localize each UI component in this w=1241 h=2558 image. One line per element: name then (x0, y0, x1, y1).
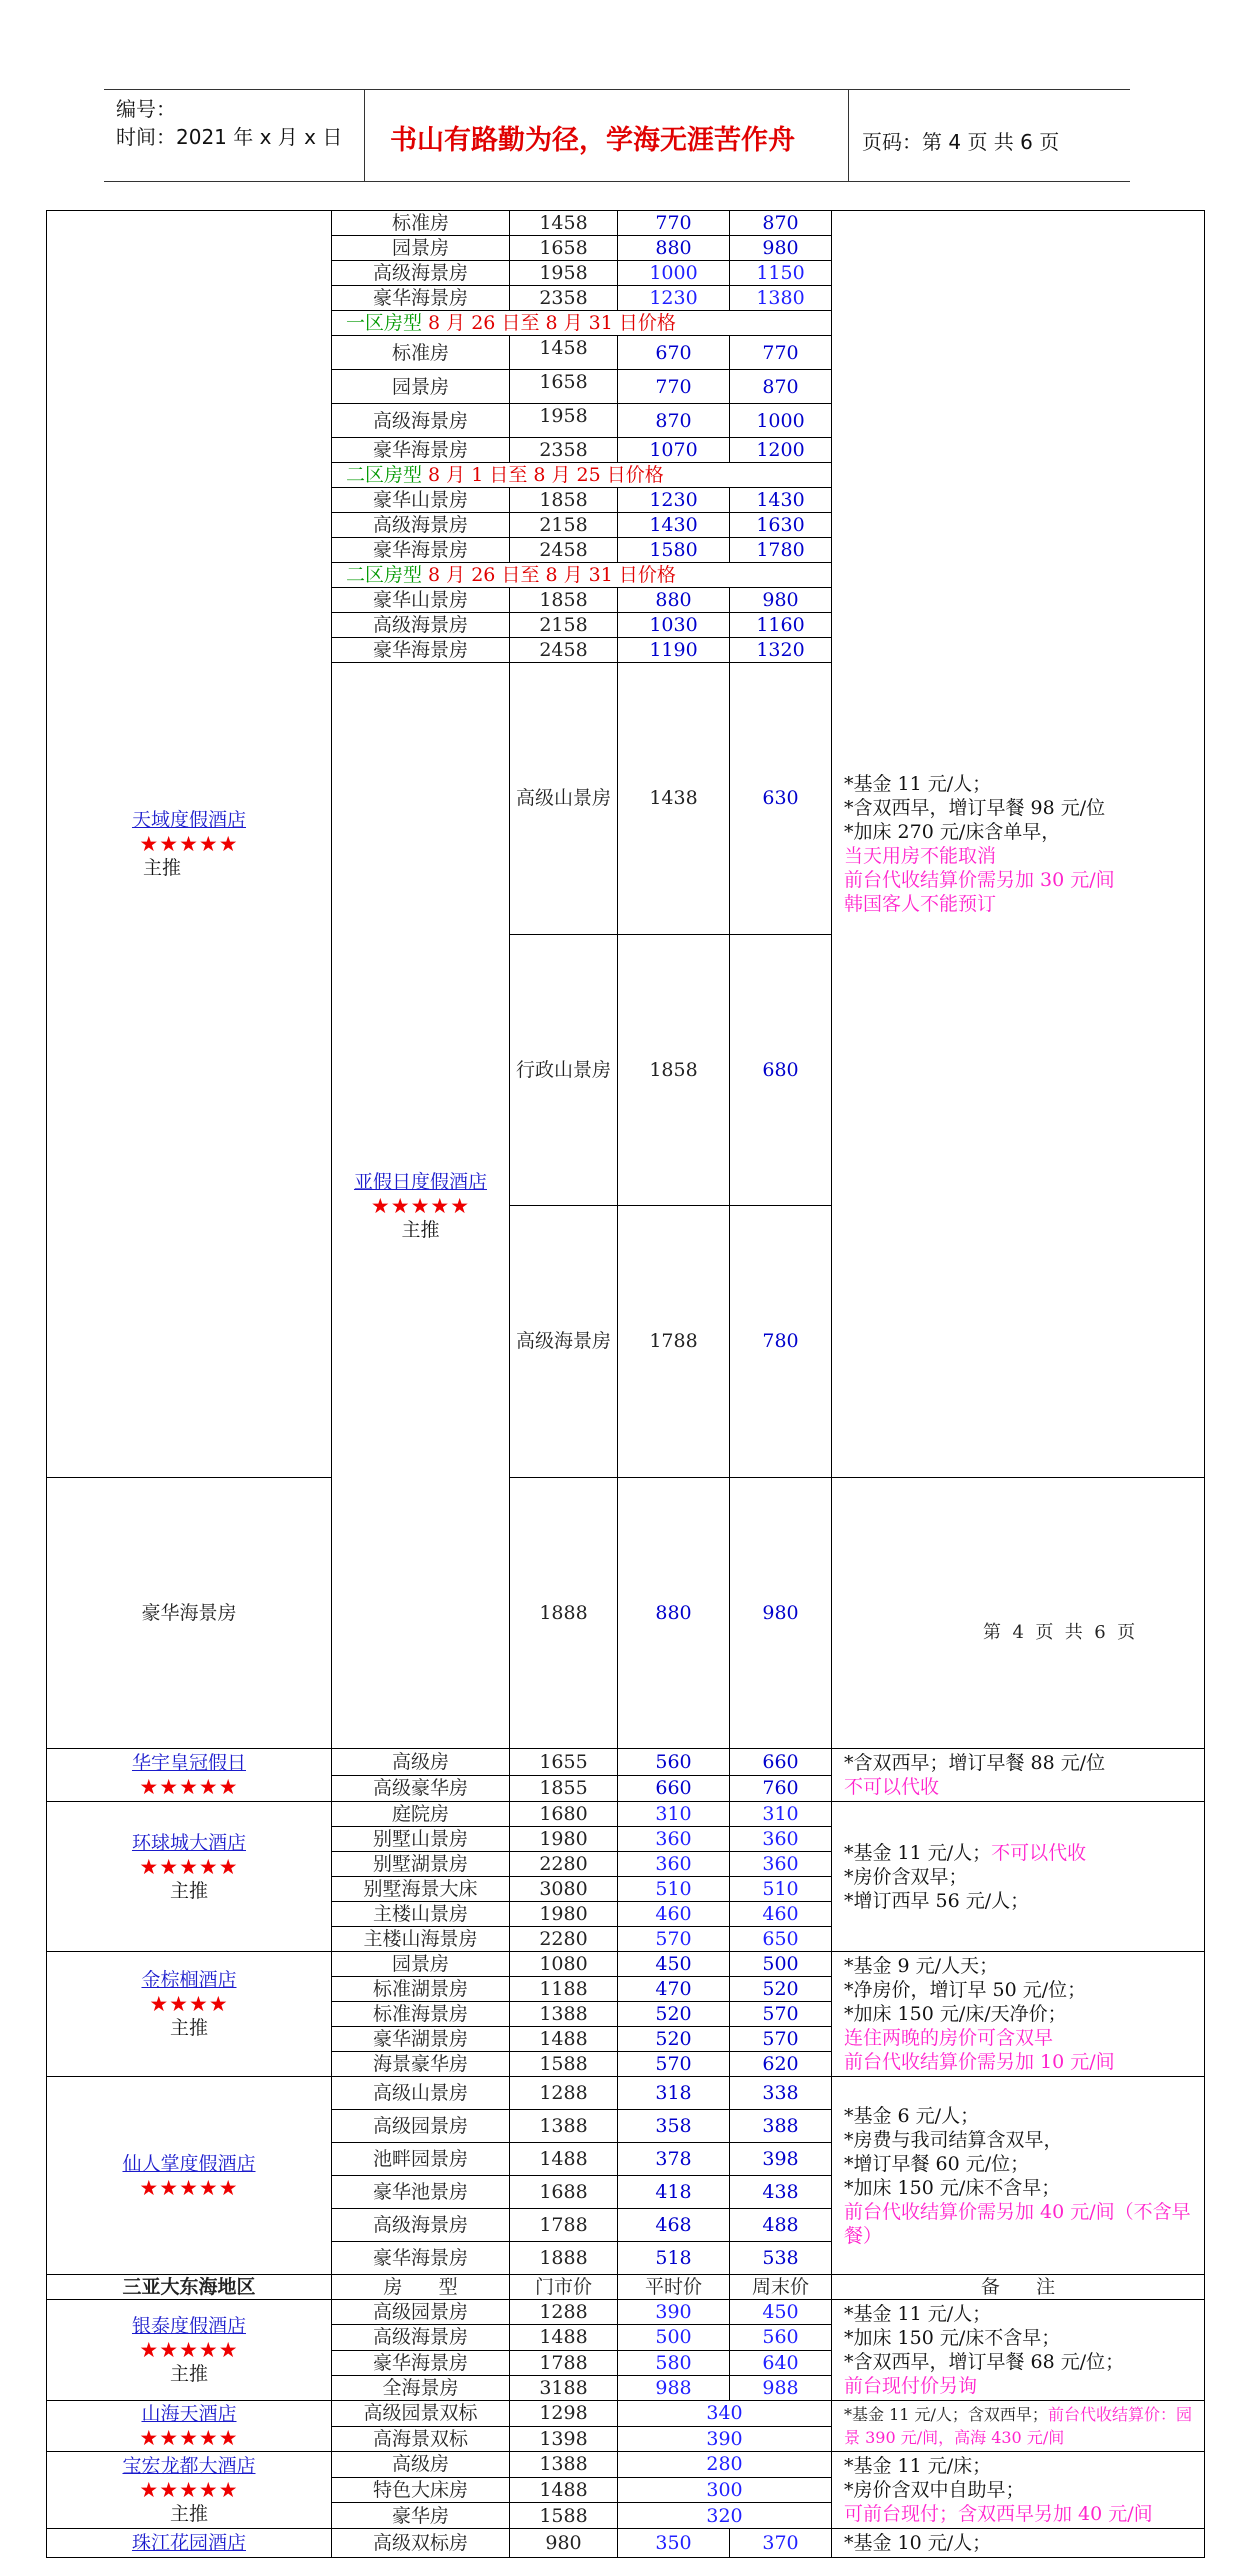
remark-highlight: 可前台现付；含双西早另加 40 元/间 (844, 2503, 1153, 2525)
hotel-cell (47, 1749, 332, 1802)
section-zone: 二区房型 (346, 564, 423, 586)
weekday-rate: 880 (618, 1477, 730, 1749)
hotel-cell (47, 2077, 332, 2275)
rack-rate: 1858 (510, 588, 618, 613)
remarks-cell (832, 1952, 1205, 2077)
rack-rate: 1858 (618, 934, 730, 1206)
rack-rate: 2458 (510, 538, 618, 563)
hotel-name-link[interactable]: 仙人掌度假酒店 (122, 2152, 256, 2175)
hotel-cell (332, 663, 510, 1749)
weekend-rate: 870 (730, 370, 832, 404)
rack-rate: 2358 (510, 286, 618, 311)
combined-rate: 280 (618, 2452, 832, 2478)
room-type: 池畔园景房 (332, 2143, 510, 2176)
weekend-rate: 450 (730, 2300, 832, 2325)
area-name: 三亚大东海地区 (47, 2275, 332, 2300)
hotel-cell (47, 1802, 332, 1952)
table-row (47, 1802, 1205, 1827)
hotel-cell (47, 1952, 332, 2077)
room-type: 标准海景房 (332, 2002, 510, 2027)
weekday-rate: 670 (618, 336, 730, 370)
weekend-rate: 1160 (730, 613, 832, 638)
remark-line: *房费与我司结算含双早， (844, 2128, 1063, 2151)
doc-number-label: 编号： (116, 97, 176, 121)
rack-rate: 1388 (510, 2002, 618, 2027)
remark-highlight: 不可以代收 (991, 1841, 1087, 1864)
weekday-rate: 1070 (618, 438, 730, 463)
table-row (47, 1749, 1205, 1776)
combined-rate: 300 (618, 2477, 832, 2503)
weekend-rate: 560 (730, 2325, 832, 2350)
header-slogan: 书山有路勤为径，学海无涯苦作舟 (390, 125, 795, 156)
weekday-rate: 630 (730, 663, 832, 935)
weekday-rate: 390 (618, 2300, 730, 2325)
rack-rate: 2158 (510, 613, 618, 638)
rack-rate: 2458 (510, 638, 618, 663)
remark-highlight: 不可以代收 (844, 1776, 940, 1798)
remark-line: *加床 270 元/床含单早， (844, 820, 1061, 843)
remark-line: *基金 11 元/人； (844, 2303, 992, 2325)
weekday-rate: 510 (618, 1877, 730, 1902)
weekday-rate: 880 (618, 236, 730, 261)
weekday-rate: 560 (618, 1749, 730, 1776)
weekday-rate: 500 (618, 2325, 730, 2350)
weekday-rate: 660 (618, 1775, 730, 1802)
weekday-rate: 1030 (618, 613, 730, 638)
weekend-rate: 620 (730, 2052, 832, 2077)
room-type: 标准房 (332, 211, 510, 236)
header-bottom-rule (104, 181, 1130, 182)
weekend-rate: 650 (730, 1927, 832, 1952)
page-indicator: 页码：第 4 页 共 6 页 (862, 130, 1060, 154)
hotel-name-link[interactable]: 山海天酒店 (141, 2403, 237, 2425)
rack-rate: 1080 (510, 1952, 618, 1977)
remark-line: *加床 150 元/床不含早； (844, 2176, 1061, 2199)
rack-rate: 1888 (510, 1477, 618, 1749)
weekday-rate: 1190 (618, 638, 730, 663)
room-type: 豪华海景房 (332, 2242, 510, 2275)
weekday-rate: 1230 (618, 488, 730, 513)
hotel-name-link[interactable]: 天域度假酒店 (131, 808, 246, 831)
remarks-cell (832, 1749, 1205, 1802)
room-type: 高级海景房 (332, 2209, 510, 2242)
hotel-price-table (46, 210, 1205, 2558)
weekday-rate: 470 (618, 1977, 730, 2002)
rack-rate: 980 (510, 2529, 618, 2558)
remark-line (844, 1841, 1198, 1865)
weekend-rate: 460 (730, 1902, 832, 1927)
weekday-rate: 518 (618, 2242, 730, 2275)
room-type: 标准湖景房 (332, 1977, 510, 2002)
rack-rate: 1288 (510, 2077, 618, 2110)
room-type: 豪华房 (332, 2503, 510, 2529)
rack-rate: 1438 (618, 663, 730, 935)
rack-rate: 1388 (510, 2110, 618, 2143)
section-heading (332, 311, 832, 336)
weekend-rate: 370 (730, 2529, 832, 2558)
rack-rate: 1488 (510, 2325, 618, 2350)
remark-line: *增订西早 56 元/人； (844, 1889, 1030, 1912)
weekday-rate: 880 (618, 588, 730, 613)
weekday-rate: 310 (618, 1802, 730, 1827)
weekday-rate: 1430 (618, 513, 730, 538)
remark-text: *基金 11 元/人； (844, 1841, 992, 1864)
room-type: 高级房 (332, 2452, 510, 2478)
rack-rate: 2358 (510, 438, 618, 463)
weekday-rate: 318 (618, 2077, 730, 2110)
section-dates: 8 月 26 日至 8 月 31 日价格 (422, 312, 676, 334)
room-type: 豪华山景房 (332, 588, 510, 613)
area-header-row (47, 2275, 1205, 2300)
weekend-rate: 980 (730, 236, 832, 261)
weekday-rate: 450 (618, 1952, 730, 1977)
room-type: 高级海景房 (510, 1206, 618, 1478)
star-rating: ★★★★ (149, 1992, 229, 2016)
section-heading (332, 463, 832, 488)
table-row (47, 211, 1205, 236)
hotel-cell (47, 2300, 332, 2401)
section-zone: 二区房型 (346, 464, 423, 486)
header-top-rule (104, 89, 1130, 90)
recommend-tag: 主推 (401, 1218, 440, 1241)
weekday-rate: 988 (618, 2375, 730, 2400)
room-type: 豪华海景房 (332, 2350, 510, 2375)
weekend-rate: 988 (730, 2375, 832, 2400)
rack-rate: 1888 (510, 2242, 618, 2275)
rack-rate: 1980 (510, 1902, 618, 1927)
weekend-rate: 520 (730, 1977, 832, 2002)
remarks-cell (832, 211, 1205, 1478)
hotel-cell (47, 211, 332, 1478)
weekend-rate: 360 (730, 1827, 832, 1852)
weekday-rate: 350 (618, 2529, 730, 2558)
weekend-rate: 310 (730, 1802, 832, 1827)
remark-line: *基金 9 元/人天； (844, 1955, 999, 1977)
recommend-tag: 主推 (169, 2363, 208, 2385)
weekday-rate: 580 (618, 2350, 730, 2375)
combined-rate: 340 (618, 2401, 832, 2427)
header-divider-right (848, 90, 849, 182)
weekday-rate: 360 (618, 1827, 730, 1852)
room-type: 高级园景双标 (332, 2401, 510, 2427)
weekend-rate: 488 (730, 2209, 832, 2242)
rack-rate: 1655 (510, 1749, 618, 1776)
room-type: 标准房 (332, 336, 510, 370)
weekday-rate: 378 (618, 2143, 730, 2176)
room-type: 高级园景房 (332, 2110, 510, 2143)
hotel-name-link[interactable]: 华宇皇冠假日 (131, 1752, 246, 1774)
rack-rate: 1855 (510, 1775, 618, 1802)
room-type: 高级山景房 (332, 2077, 510, 2110)
recommend-tag: 主推 (169, 2017, 208, 2039)
rack-rate: 2280 (510, 1927, 618, 1952)
room-type: 行政山景房 (510, 934, 618, 1206)
room-type: 豪华海景房 (332, 538, 510, 563)
weekend-rate: 538 (730, 2242, 832, 2275)
room-type: 高级园景房 (332, 2300, 510, 2325)
remark-highlight: 前台现付价另询 (844, 2375, 978, 2397)
remark-line: *房价含双早； (844, 1865, 968, 1888)
section-zone: 一区房型 (346, 312, 423, 334)
table-row (47, 2077, 1205, 2110)
column-header-weekend: 周末价 (730, 2275, 832, 2300)
room-type: 庭院房 (332, 1802, 510, 1827)
rack-rate: 1788 (510, 2209, 618, 2242)
column-header-remarks: 备 注 (832, 2275, 1205, 2300)
room-type: 主楼山景房 (332, 1902, 510, 1927)
weekday-rate: 1230 (618, 286, 730, 311)
remark-highlight: 当天用房不能取消 (844, 844, 997, 867)
remarks-cell (832, 2077, 1205, 2275)
rack-rate: 1398 (510, 2426, 618, 2452)
weekday-rate: 520 (618, 2002, 730, 2027)
room-type: 高级海景房 (332, 261, 510, 286)
weekend-rate: 980 (730, 1477, 832, 1749)
rack-rate: 1658 (510, 236, 618, 261)
room-type: 高级豪华房 (332, 1775, 510, 1802)
remark-line: *净房价，增订早 50 元/位； (844, 1979, 1087, 2001)
remark-highlight: 前台代收结算价：园景 390 元/间，高海 430 元/间 (844, 2405, 1192, 2447)
room-type: 别墅山景房 (332, 1827, 510, 1852)
rack-rate: 1388 (510, 2452, 618, 2478)
room-type: 豪华湖景房 (332, 2027, 510, 2052)
hotel-cell (47, 2401, 332, 2452)
room-type: 高级海景房 (332, 2325, 510, 2350)
table-row (47, 2529, 1205, 2558)
weekend-rate: 1000 (730, 404, 832, 438)
recommend-tag: 主推 (143, 856, 182, 879)
weekend-rate: 760 (730, 1775, 832, 1802)
weekend-rate: 388 (730, 2110, 832, 2143)
weekend-rate: 1430 (730, 488, 832, 513)
weekend-rate: 1380 (730, 286, 832, 311)
rack-rate: 1680 (510, 1802, 618, 1827)
hotel-name-link[interactable]: 亚假日度假酒店 (353, 1170, 487, 1193)
rack-rate: 1488 (510, 2477, 618, 2503)
weekend-rate: 660 (730, 1749, 832, 1776)
remark-highlight: 韩国客人不能预订 (844, 892, 997, 915)
recommend-tag: 主推 (169, 2503, 208, 2525)
header-divider-left (364, 90, 365, 182)
weekend-rate: 360 (730, 1852, 832, 1877)
hotel-cell (47, 2452, 332, 2529)
rack-rate: 1588 (510, 2503, 618, 2529)
weekend-rate: 1150 (730, 261, 832, 286)
room-type: 豪华山景房 (332, 488, 510, 513)
hotel-cell (47, 2529, 332, 2558)
weekend-rate: 1200 (730, 438, 832, 463)
star-rating: ★★★★★ (139, 1775, 239, 1799)
room-type: 海景豪华房 (332, 2052, 510, 2077)
remarks-cell (832, 2452, 1205, 2529)
rack-rate: 1488 (510, 2027, 618, 2052)
hotel-name-link[interactable]: 珠江花园酒店 (131, 2532, 246, 2554)
rack-rate: 3080 (510, 1877, 618, 1902)
room-type: 高级房 (332, 1749, 510, 1776)
weekend-rate: 338 (730, 2077, 832, 2110)
section-dates: 8 月 26 日至 8 月 31 日价格 (422, 564, 676, 586)
rack-rate: 1188 (510, 1977, 618, 2002)
room-type: 豪华海景房 (47, 1477, 332, 1749)
remarks-cell (832, 2401, 1205, 2452)
rack-rate: 1298 (510, 2401, 618, 2427)
remarks-cell (832, 2300, 1205, 2401)
remarks-cell (832, 1802, 1205, 1952)
remark-line: *含双西早，增订早餐 68 元/位； (844, 2351, 1125, 2373)
room-type: 别墅海景大床 (332, 1877, 510, 1902)
rack-rate: 2280 (510, 1852, 618, 1877)
weekend-rate: 640 (730, 2350, 832, 2375)
remark-text: *基金 11 元/人；含双西早； (844, 2405, 1048, 2424)
section-heading (332, 563, 832, 588)
room-type: 豪华池景房 (332, 2176, 510, 2209)
weekday-rate: 780 (730, 1206, 832, 1478)
room-type: 豪华海景房 (332, 438, 510, 463)
rack-rate: 1858 (510, 488, 618, 513)
rack-rate: 1658 (510, 370, 618, 404)
weekend-rate: 510 (730, 1877, 832, 1902)
remark-line: *含双西早，增订早餐 98 元/位 (844, 796, 1106, 819)
weekend-rate: 1780 (730, 538, 832, 563)
room-type: 主楼山海景房 (332, 1927, 510, 1952)
room-type: 高级双标房 (332, 2529, 510, 2558)
weekday-rate: 680 (730, 934, 832, 1206)
star-rating: ★★★★★ (139, 2478, 239, 2502)
remark-line: *加床 150 元/床不含早； (844, 2327, 1061, 2349)
weekday-rate: 570 (618, 2052, 730, 2077)
hotel-name-link[interactable]: 宝宏龙都大酒店 (122, 2455, 256, 2477)
room-type: 园景房 (332, 370, 510, 404)
room-type: 高级海景房 (332, 404, 510, 438)
room-type: 高级海景房 (332, 613, 510, 638)
room-type: 豪华海景房 (332, 286, 510, 311)
weekday-rate: 520 (618, 2027, 730, 2052)
room-type: 全海景房 (332, 2375, 510, 2400)
weekday-rate: 468 (618, 2209, 730, 2242)
room-type: 园景房 (332, 1952, 510, 1977)
table-row (47, 2452, 1205, 2478)
weekend-rate: 500 (730, 1952, 832, 1977)
remark-line: *基金 10 元/人； (844, 2532, 992, 2554)
remark-line: *加床 150 元/床/天净价； (844, 2003, 1067, 2025)
star-rating: ★★★★★ (139, 831, 239, 856)
combined-rate: 320 (618, 2503, 832, 2529)
hotel-name-link[interactable]: 金棕榈酒店 (141, 1969, 237, 1991)
rack-rate: 1288 (510, 2300, 618, 2325)
recommend-tag: 主推 (169, 1879, 208, 1902)
weekend-rate: 570 (730, 2002, 832, 2027)
remark-highlight: 前台代收结算价需另加 30 元/间 (844, 868, 1115, 891)
remark-highlight: 前台代收结算价需另加 40 元/间（不含早餐） (844, 2200, 1191, 2247)
room-type: 园景房 (332, 236, 510, 261)
remark-line: *基金 11 元/床； (844, 2455, 992, 2477)
section-dates: 8 月 1 日至 8 月 25 日价格 (422, 464, 664, 486)
column-header-weekday: 平时价 (618, 2275, 730, 2300)
weekday-rate: 460 (618, 1902, 730, 1927)
star-rating: ★★★★★ (139, 1854, 239, 1879)
remark-highlight: 连住两晚的房价可含双早 (844, 2027, 1054, 2049)
column-header-rack: 门市价 (510, 2275, 618, 2300)
star-rating: ★★★★★ (370, 1193, 471, 1218)
star-rating: ★★★★★ (139, 2175, 239, 2200)
room-type: 高海景双标 (332, 2426, 510, 2452)
rack-rate: 2158 (510, 513, 618, 538)
weekend-rate: 398 (730, 2143, 832, 2176)
hotel-name-link[interactable]: 银泰度假酒店 (131, 2315, 246, 2337)
table-row (47, 1477, 1205, 1749)
rack-rate: 1458 (510, 336, 618, 370)
weekend-rate: 770 (730, 336, 832, 370)
remarks-cell (832, 2529, 1205, 2558)
rack-rate: 1788 (618, 1206, 730, 1478)
weekday-rate: 358 (618, 2110, 730, 2143)
rack-rate: 1958 (510, 404, 618, 438)
remark-line: *增订早餐 60 元/位； (844, 2152, 1030, 2175)
rack-rate: 3188 (510, 2375, 618, 2400)
weekday-rate: 360 (618, 1852, 730, 1877)
weekday-rate: 1580 (618, 538, 730, 563)
weekday-rate: 418 (618, 2176, 730, 2209)
column-header-room: 房 型 (332, 2275, 510, 2300)
rack-rate: 1488 (510, 2143, 618, 2176)
remark-highlight: 前台代收结算价需另加 10 元/间 (844, 2051, 1115, 2073)
remark-line: *房价含双中自助早； (844, 2479, 1025, 2501)
room-type: 特色大床房 (332, 2477, 510, 2503)
star-rating: ★★★★★ (139, 2426, 239, 2450)
doc-time-label: 时间：2021 年 x 月 x 日 (116, 125, 343, 149)
star-rating: ★★★★★ (139, 2338, 239, 2362)
combined-rate: 390 (618, 2426, 832, 2452)
table-row (47, 2401, 1205, 2427)
rack-rate: 1788 (510, 2350, 618, 2375)
weekday-rate: 870 (618, 404, 730, 438)
rack-rate: 1958 (510, 261, 618, 286)
room-type: 别墅湖景房 (332, 1852, 510, 1877)
rack-rate: 1980 (510, 1827, 618, 1852)
rack-rate: 1688 (510, 2176, 618, 2209)
weekday-rate: 770 (618, 211, 730, 236)
remark-line: *基金 6 元/人； (844, 2104, 980, 2127)
weekend-rate: 438 (730, 2176, 832, 2209)
weekend-rate: 1630 (730, 513, 832, 538)
rack-rate: 1588 (510, 2052, 618, 2077)
remark-line: *含双西早；增订早餐 88 元/位 (844, 1752, 1106, 1774)
remark-line: *基金 11 元/人； (844, 772, 992, 795)
room-type: 高级山景房 (510, 663, 618, 935)
page-footer: 第 4 页 共 6 页 (983, 1622, 1136, 1643)
weekday-rate: 570 (618, 1927, 730, 1952)
table-row (47, 2300, 1205, 2325)
weekend-rate: 1320 (730, 638, 832, 663)
table-row (47, 1952, 1205, 1977)
weekend-rate: 980 (730, 588, 832, 613)
weekday-rate: 1000 (618, 261, 730, 286)
room-type: 高级海景房 (332, 513, 510, 538)
rack-rate: 1458 (510, 211, 618, 236)
weekend-rate: 570 (730, 2027, 832, 2052)
weekday-rate: 770 (618, 370, 730, 404)
room-type: 豪华海景房 (332, 638, 510, 663)
hotel-name-link[interactable]: 环球城大酒店 (131, 1831, 246, 1854)
weekend-rate: 870 (730, 211, 832, 236)
